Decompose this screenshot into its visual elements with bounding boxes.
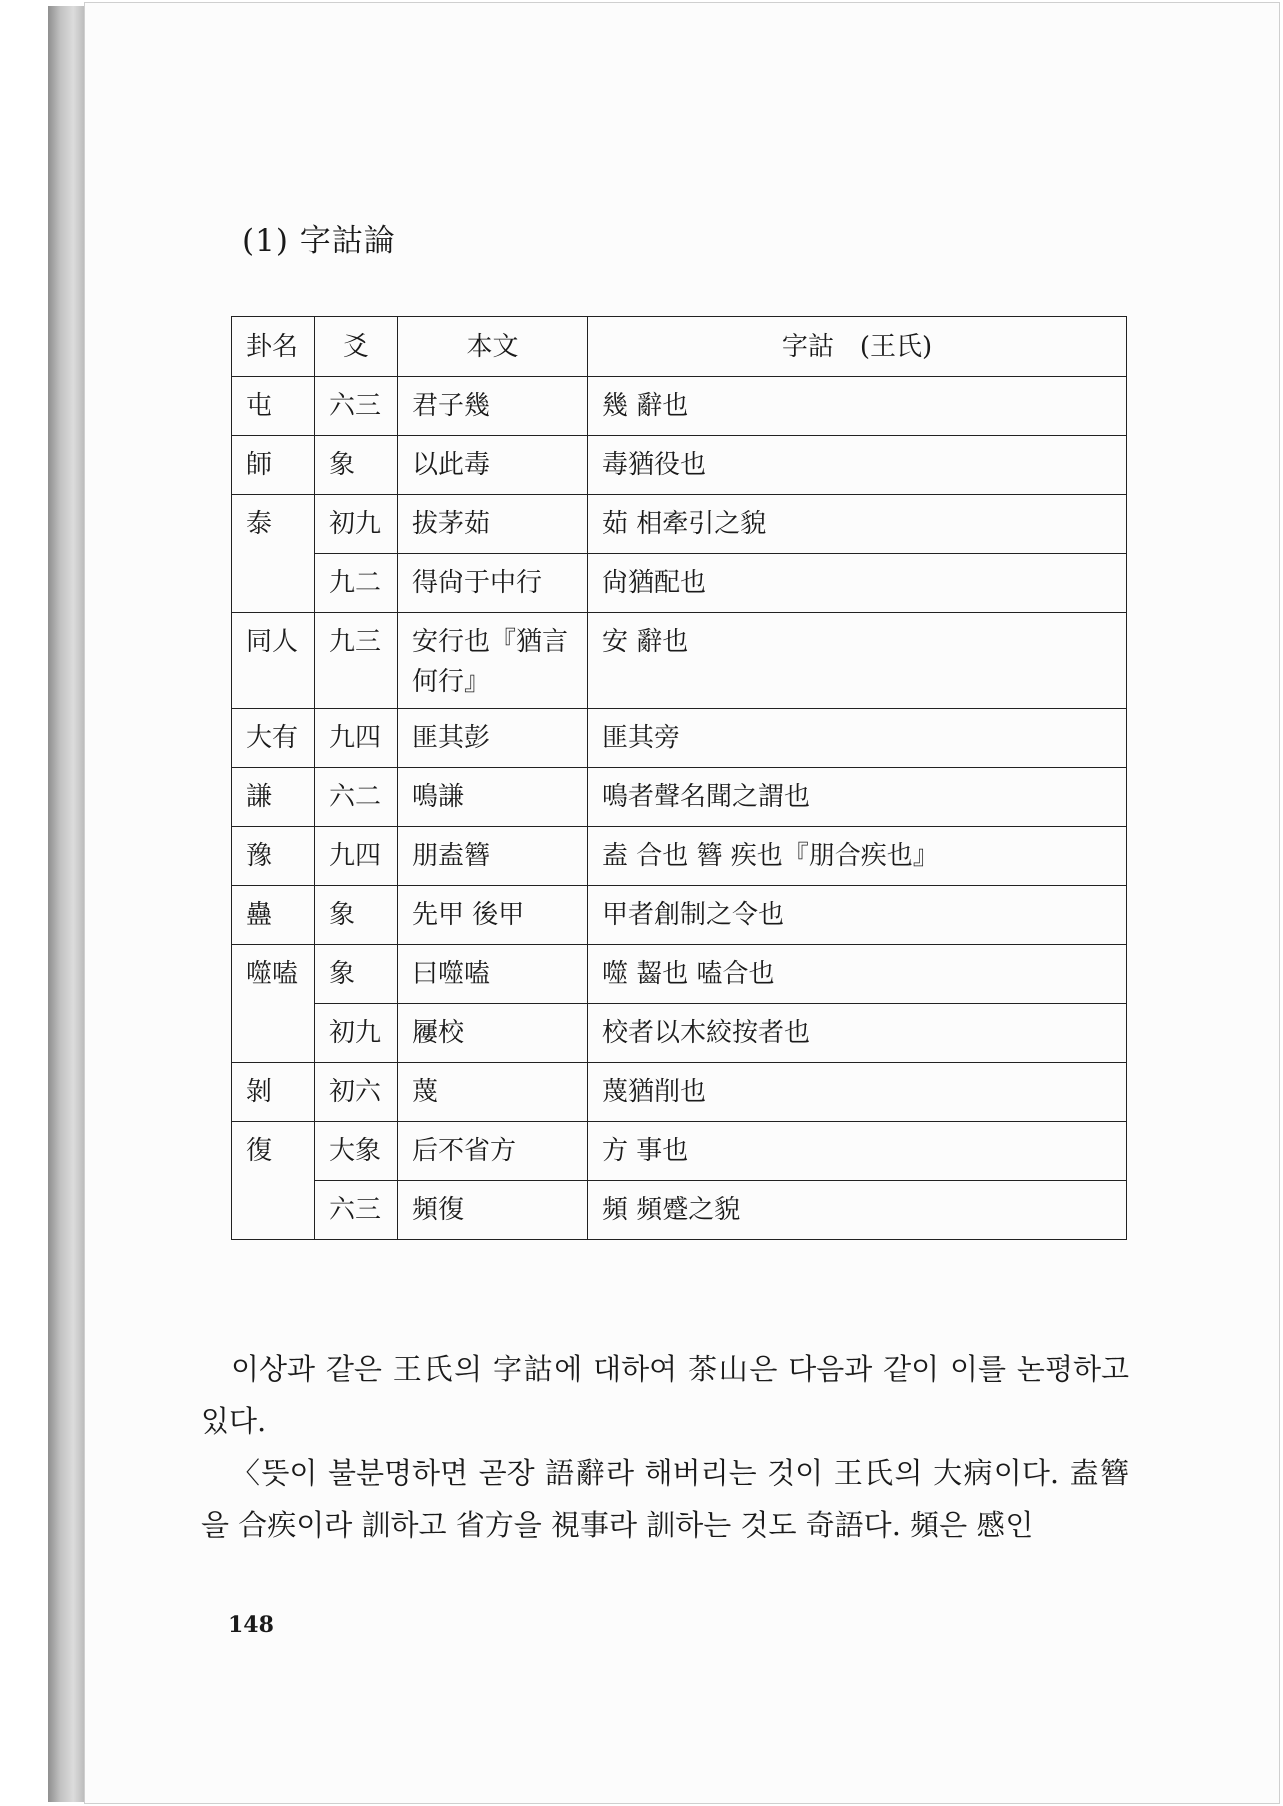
cell-gloss: 幾 辭也: [588, 377, 1127, 436]
cell-hexagram: 蠱: [232, 886, 315, 945]
cell-gloss: 鳴者聲名聞之謂也: [588, 768, 1127, 827]
table-row: [232, 1063, 1127, 1122]
table-row: [232, 827, 1127, 886]
cell-gloss: 尙猶配也: [588, 554, 1127, 613]
book-spine: [48, 6, 84, 1802]
table-row: [232, 945, 1127, 1004]
gloss-table: [231, 316, 1127, 1240]
cell-text: 曰噬嗑: [398, 945, 588, 1004]
cell-hexagram: 泰: [232, 495, 315, 613]
table-row: [232, 436, 1127, 495]
cell-gloss: 方 事也: [588, 1122, 1127, 1181]
cell-gloss: 校者以木絞按者也: [588, 1004, 1127, 1063]
cell-text: 后不省方: [398, 1122, 588, 1181]
table-row: [232, 554, 1127, 613]
table-header-row: [232, 317, 1127, 377]
cell-text: 朋盍簪: [398, 827, 588, 886]
cell-gloss: 頻 頻蹙之貌: [588, 1181, 1127, 1240]
cell-text: 鳴謙: [398, 768, 588, 827]
table-row: [232, 709, 1127, 768]
cell-gloss: 甲者創制之令也: [588, 886, 1127, 945]
cell-line: 九四: [315, 709, 398, 768]
cell-line: 九二: [315, 554, 398, 613]
header-line: 爻: [315, 317, 398, 377]
table-row: [232, 886, 1127, 945]
cell-gloss: 噬 齧也 嗑合也: [588, 945, 1127, 1004]
table-row: [232, 1181, 1127, 1240]
cell-gloss: 安 辭也: [588, 613, 1127, 709]
cell-line: 大象: [315, 1122, 398, 1181]
cell-line: 初九: [315, 495, 398, 554]
table-row: [232, 613, 1127, 709]
cell-text: 蔑: [398, 1063, 588, 1122]
cell-hexagram: 復: [232, 1122, 315, 1240]
cell-text: 安行也『猶言何行』: [398, 613, 588, 709]
body-paragraph: 이상과 같은 王氏의 字詁에 대하여 茶山은 다음과 같이 이를 논평하고 있다.: [201, 1352, 1129, 1438]
table-row: [232, 1004, 1127, 1063]
cell-gloss: 匪其旁: [588, 709, 1127, 768]
cell-line: 六三: [315, 377, 398, 436]
cell-hexagram: 謙: [232, 768, 315, 827]
cell-gloss: 茹 相牽引之貌: [588, 495, 1127, 554]
cell-gloss: 毒猶役也: [588, 436, 1127, 495]
cell-line: 六三: [315, 1181, 398, 1240]
cell-gloss: 盍 合也 簪 疾也『朋合疾也』: [588, 827, 1127, 886]
header-text: 本文: [398, 317, 588, 377]
cell-gloss: 蔑猶削也: [588, 1063, 1127, 1122]
cell-hexagram: 同人: [232, 613, 315, 709]
table-row: [232, 377, 1127, 436]
cell-text: 君子幾: [398, 377, 588, 436]
cell-hexagram: 大有: [232, 709, 315, 768]
cell-line: 初九: [315, 1004, 398, 1063]
cell-line: 九四: [315, 827, 398, 886]
cell-line: 象: [315, 886, 398, 945]
page-number: 148: [228, 1612, 274, 1638]
cell-text: 先甲 後甲: [398, 886, 588, 945]
section-title: (1) 字詁論: [242, 223, 396, 259]
cell-line: 象: [315, 945, 398, 1004]
cell-text: 以此毒: [398, 436, 588, 495]
cell-text: 頻復: [398, 1181, 588, 1240]
cell-hexagram: 噬嗑: [232, 945, 315, 1063]
cell-text: 匪其彭: [398, 709, 588, 768]
cell-line: 六二: [315, 768, 398, 827]
cell-text: 屨校: [398, 1004, 588, 1063]
cell-line: 九三: [315, 613, 398, 709]
cell-hexagram: 剝: [232, 1063, 315, 1122]
cell-hexagram: 豫: [232, 827, 315, 886]
cell-hexagram: 師: [232, 436, 315, 495]
header-gloss: 字詁 (王氏): [588, 317, 1127, 377]
header-hexagram: 卦名: [232, 317, 315, 377]
cell-line: 初六: [315, 1063, 398, 1122]
quoted-paragraph: 〈뜻이 불분명하면 곧장 語辭라 해버리는 것이 王氏의 大病이다. 盍簪을 合疾이라 訓하고 省方을 視事라 訓하는 것도 奇語다. 頻은 慼인: [201, 1456, 1129, 1542]
table-row: [232, 1122, 1127, 1181]
table-row: [232, 495, 1127, 554]
table-row: [232, 768, 1127, 827]
cell-hexagram: 屯: [232, 377, 315, 436]
cell-text: 拔茅茹: [398, 495, 588, 554]
cell-text: 得尙于中行: [398, 554, 588, 613]
cell-line: 象: [315, 436, 398, 495]
